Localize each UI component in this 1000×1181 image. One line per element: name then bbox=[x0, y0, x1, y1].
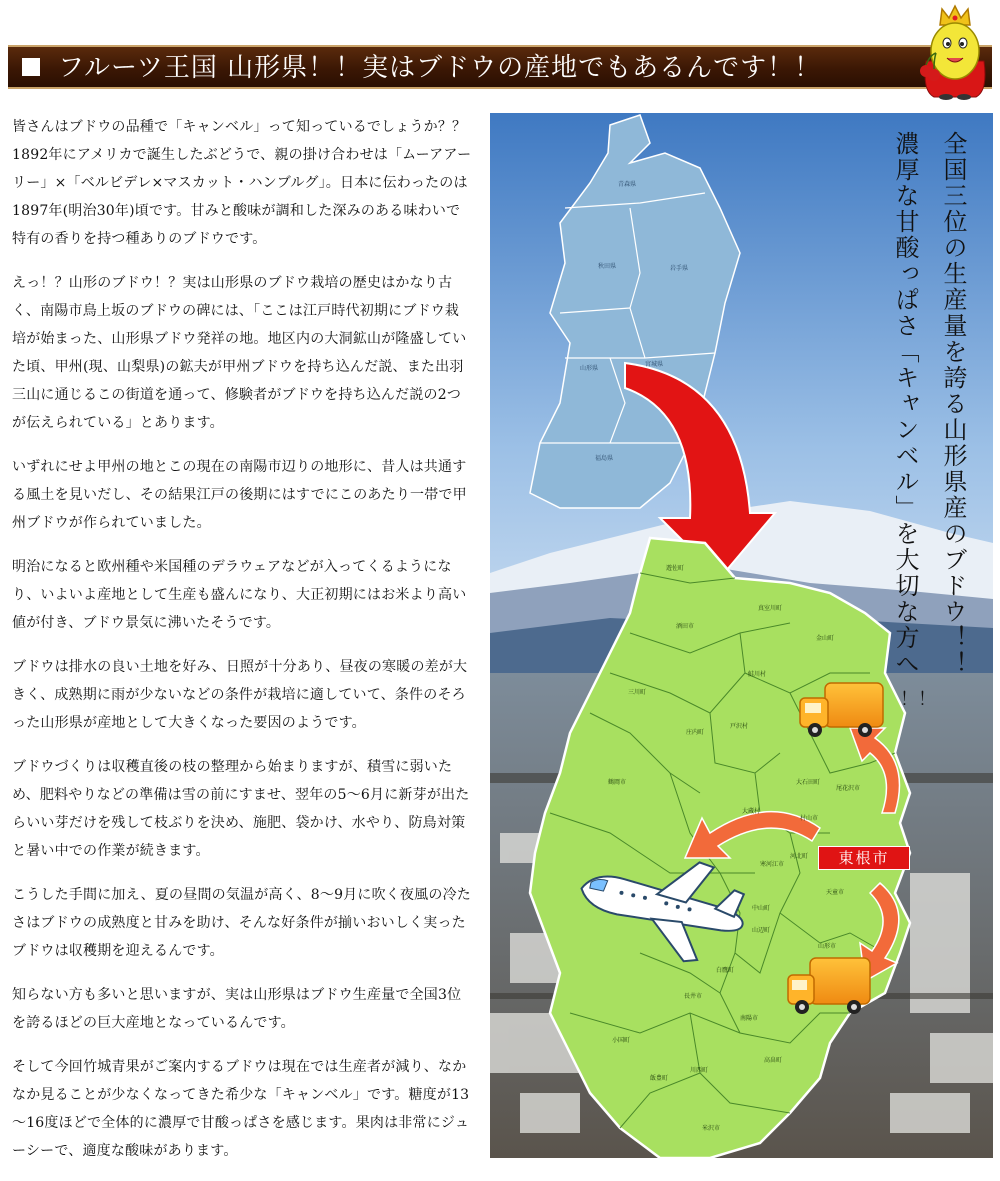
square-bullet-icon bbox=[22, 58, 40, 76]
town-label: 小国町 bbox=[612, 1037, 631, 1044]
town-label: 三川町 bbox=[628, 689, 647, 696]
town-label: 米沢市 bbox=[702, 1125, 721, 1132]
town-label: 山辺町 bbox=[752, 927, 771, 934]
town-label: 鮭川村 bbox=[748, 671, 767, 678]
headline-campbell: 濃厚な甘酸っぱさ「キャンベル」を大切な方へ bbox=[891, 131, 919, 677]
map-label: 宮城県 bbox=[645, 361, 664, 368]
headline-production: 全国三位の生産量を誇る山形県産のブドウ！！ bbox=[939, 131, 967, 677]
article-paragraph: 明治になると欧州種や米国種のデラウェアなどが入ってくるようになり、いよいよ産地として生産も盛んになり、大正初期にはお米より高い値が付き、ブドウ景気に沸いたそうです。 bbox=[12, 559, 467, 631]
town-label: 中山町 bbox=[752, 905, 771, 912]
yamagata-map-illustration bbox=[490, 113, 993, 1158]
higashine-city-badge: 東根市 bbox=[818, 846, 910, 870]
town-label: 酒田市 bbox=[676, 623, 695, 630]
town-label: 南陽市 bbox=[740, 1015, 759, 1022]
town-label: 寒河江市 bbox=[760, 861, 785, 868]
town-label: 真室川町 bbox=[758, 605, 783, 612]
article-paragraph: こうした手間に加え、夏の昼間の気温が高く、8～9月に吹く夜風の冷たさはブドウの成熟度と甘みを助け、そんな好条件が揃いおいしく実ったブドウは収穫期を迎えるんです。 bbox=[12, 887, 471, 959]
title-banner bbox=[8, 45, 992, 89]
page-title: フルーツ王国 山形県！！実はブドウの産地でもあるんです！！ bbox=[58, 53, 822, 83]
article-paragraph: ブドウは排水の良い土地を好み、日照が十分あり、昼夜の寒暖の差が大きく、成熟期に雨が少ないなどの条件が栽培に適していて、条件のそろった山形県が産地として大きくなった要因のようです。 bbox=[12, 659, 468, 731]
town-label: 庄内町 bbox=[686, 729, 705, 736]
town-label: 川西町 bbox=[690, 1067, 709, 1074]
article-paragraph: 皆さんはブドウの品種で「キャンベル」って知っているでしょうか？？1892年にアメリカで誕生したぶどうで、親の掛け合わせは「ムーアアーリー」×「ベルビデレ×マスカット・ハンブルグ」。日本に伝わったのは1897年(明治30年)頃です。甘みと酸味が調和した深みのある味わいで特有の香りを持つ種ありのブドウです。 bbox=[12, 119, 472, 247]
article-paragraph: 知らない方も多いと思いますが、実は山形県はブドウ生産量で全国3位を誇るほどの巨大産地となっているんです。 bbox=[12, 987, 462, 1031]
map-label: 秋田県 bbox=[598, 263, 617, 270]
town-label: 金山町 bbox=[816, 635, 835, 642]
town-label: 高畠町 bbox=[764, 1057, 783, 1064]
town-label: 村山市 bbox=[800, 815, 819, 822]
article-paragraph: えっ！？山形のブドウ！？実は山形県のブドウ栽培の歴史はかなり古く、南陽市鳥上坂のブドウの碑には、「ここは江戸時代初期にブドウ栽培が始まった、山形県ブドウ発祥の地。地区内の大洞鉱山が隆盛していた頃、甲州(現、山梨県)の鉱夫が甲州ブドウを持ち込んだ説、また出羽三山に通じるこの街道を通って、修験者がブドウを持ち込んだ説の2つが伝えられている」とあります。 bbox=[12, 275, 467, 431]
town-label: 鶴岡市 bbox=[608, 779, 627, 786]
town-label: 長井市 bbox=[684, 993, 703, 1000]
town-label: 白鷹町 bbox=[716, 967, 735, 974]
town-label: 河北町 bbox=[790, 853, 809, 860]
article-paragraph: いずれにせよ甲州の地とこの現在の南陽市辺りの地形に、昔人は共通する風土を見いだし、その結果江戸の後期にはすでにこのあたり一帯で甲州ブドウが作られていました。 bbox=[12, 459, 467, 531]
map-label: 岩手県 bbox=[670, 265, 689, 272]
town-label: 大石田町 bbox=[796, 779, 821, 786]
article-paragraph: ブドウづくりは収穫直後の枝の整理から始まりますが、積雪に弱いため、肥料やりなどの準備は雪の前にすませ、翌年の5～6月に新芽が出たらいい芽だけを残して枝ぶりを決め、施肥、袋かけ、水やり、防鳥対策と暑い中での作業が続きます。 bbox=[12, 759, 470, 859]
town-label: 大蔵村 bbox=[742, 808, 761, 815]
town-label: 天童市 bbox=[826, 889, 845, 896]
town-label: 遊佐町 bbox=[666, 565, 685, 572]
map-label: 福島県 bbox=[595, 455, 614, 462]
map-label: 山形県 bbox=[580, 365, 599, 372]
article-body bbox=[12, 113, 472, 1181]
town-label: 山形市 bbox=[818, 943, 837, 950]
exclamation-text: ！！ bbox=[900, 689, 936, 710]
article-paragraph: そして今回竹城青果がご案内するブドウは現在では生産者が減り、なかなか見ることが少なくなってきた希少な「キャンベル」です。糖度が13～16度ほどで全体的に濃厚で甘酸っぱさを感じます。果肉は非常にジューシーで、適度な酸味があります。 bbox=[12, 1059, 470, 1159]
fruit-king-mascot-icon bbox=[912, 3, 998, 101]
town-label: 飯豊町 bbox=[650, 1075, 669, 1082]
town-label: 戸沢村 bbox=[730, 723, 749, 730]
town-label: 尾花沢市 bbox=[836, 785, 861, 792]
map-label: 青森県 bbox=[618, 181, 637, 188]
